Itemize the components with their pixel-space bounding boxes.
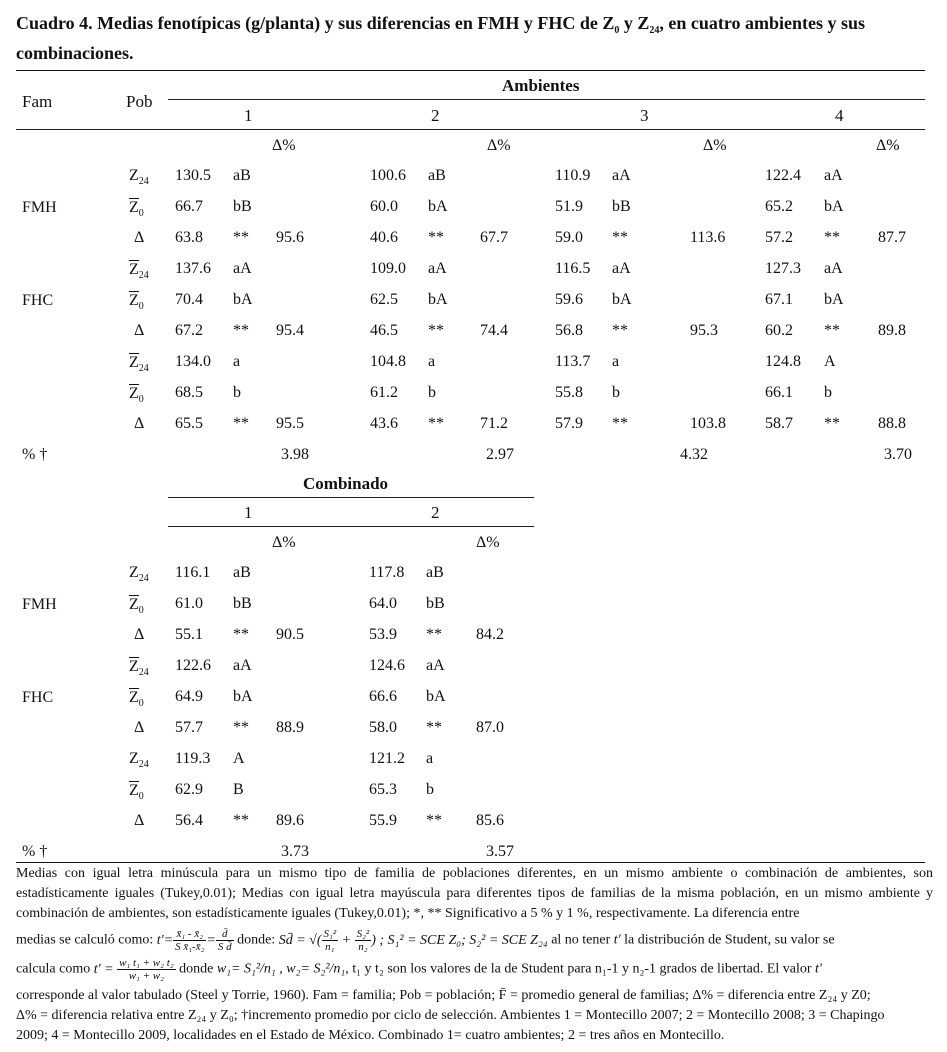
mean-value: 124.8 <box>765 353 801 370</box>
significance-mark: bA <box>824 291 844 308</box>
delta-pct-value: 113.6 <box>690 229 726 246</box>
ambientes-header: Ambientes <box>502 76 580 95</box>
delta-pct-value: 88.8 <box>878 415 906 432</box>
mean-value: 60.2 <box>765 322 793 339</box>
significance-mark: bA <box>612 291 632 308</box>
significance-mark: bA <box>428 198 448 215</box>
significance-mark: aB <box>426 564 444 581</box>
significance-mark: bA <box>233 291 253 308</box>
delta-pct-value: 89.6 <box>276 812 304 829</box>
delta-pct-value: 89.8 <box>878 322 906 339</box>
comb-number: 1 <box>244 503 253 522</box>
significance-mark: aB <box>233 564 251 581</box>
significance-mark: aA <box>233 657 252 674</box>
significance-mark: bA <box>426 688 446 705</box>
delta-pct-value: 95.6 <box>276 229 304 246</box>
significance-mark: aA <box>426 657 445 674</box>
pob-z24: $Z_{24}$ <box>129 261 149 281</box>
mean-value: 57.2 <box>765 229 793 246</box>
mean-value: 40.6 <box>370 229 398 246</box>
delta-pct-value: 90.5 <box>276 626 304 643</box>
pct-value: 3.57 <box>486 843 514 860</box>
significance-mark: B <box>233 781 244 798</box>
mean-value: 59.0 <box>555 229 583 246</box>
mean-value: 60.0 <box>370 198 398 215</box>
delta-pct-header: Δ% <box>876 137 900 154</box>
significance-mark: a <box>426 750 434 767</box>
fam-label-fhc-ambientes: FHC <box>22 292 54 309</box>
delta-pct-value: 71.2 <box>480 415 508 432</box>
delta-pct-header: Δ% <box>272 137 296 154</box>
mean-value: 137.6 <box>175 260 211 277</box>
t-prime-formula: t'= $\frac{\text{x̄₁ - x̄₂}}{\text{S x̄₁-x̄₂}}$ = $\frac{d̄}{\text{S d̄}}$ <box>156 928 232 953</box>
significance-mark: aB <box>233 167 251 184</box>
mean-value: 67.1 <box>765 291 793 308</box>
significance-mark: bA <box>824 198 844 215</box>
significance-mark: aA <box>612 167 631 184</box>
fam-label-fmh-ambientes: FMH <box>22 199 57 216</box>
significance-mark: ** <box>824 415 840 432</box>
mean-value: 122.6 <box>175 657 211 674</box>
mean-value: 58.0 <box>369 719 397 736</box>
mean-value: 67.2 <box>175 322 203 339</box>
pob-z0: $Z_0$ <box>129 199 144 219</box>
mean-value: 64.0 <box>369 595 397 612</box>
mean-value: 65.2 <box>765 198 793 215</box>
table-title: Cuadro 4. Medias fenotípicas (g/planta) y sus diferencias en FMH y FHC de $Z_0$ y $Z_{24}$, en cuatro ambientes y sus combinaciones. <box>16 13 866 63</box>
delta-pct-header: Δ% <box>703 137 727 154</box>
significance-mark: aA <box>428 260 447 277</box>
delta-pct-value: 95.5 <box>276 415 304 432</box>
delta-pct-value: 84.2 <box>476 626 504 643</box>
pob-z24: $Z_{24}$ <box>129 167 149 187</box>
mean-value: 55.9 <box>369 812 397 829</box>
ambientes-sub-rule <box>16 129 925 130</box>
pct-value: 2.97 <box>486 446 514 463</box>
significance-mark: ** <box>426 719 442 736</box>
significance-mark: ** <box>824 322 840 339</box>
fam-label-fhc-combinado: FHC <box>22 689 54 706</box>
significance-mark: ** <box>824 229 840 246</box>
pob-z24: $Z_{24}$ <box>129 658 149 678</box>
significance-mark: bB <box>612 198 631 215</box>
mean-value: 65.3 <box>369 781 397 798</box>
note-paragraph-4: corresponde al valor tabulado (Steel y Torrie, 1960). Fam = familia; Pob = población; F̄ = promedio general de familias; Δ% = diferencia entre Z₂₄ y Z0; <box>16 988 871 1003</box>
pob-delta: Δ <box>134 415 145 432</box>
mean-value: 57.7 <box>175 719 203 736</box>
mean-value: 100.6 <box>370 167 406 184</box>
significance-mark: ** <box>426 626 442 643</box>
note-paragraph-6: 2009; 4 = Montecillo 2009, localidades en el Estado de México. Combinado 1= cuatro ambientes; 2 = tres años en Montecillo. <box>16 1028 725 1043</box>
pob-z24: $Z_{24}$ <box>129 354 149 374</box>
pob-delta: Δ <box>134 719 145 736</box>
mean-value: 130.5 <box>175 167 211 184</box>
note-paragraph-5: Δ% = diferencia relativa entre Z₂₄ y Z₀; †incremento promedio por ciclo de selección. Ambientes 1 = Montecillo 2007; 2 = Montecillo 2008; 3 = Chapingo <box>16 1008 885 1023</box>
significance-mark: A <box>824 353 836 370</box>
significance-mark: bA <box>233 688 253 705</box>
mean-value: 65.5 <box>175 415 203 432</box>
significance-mark: ** <box>233 322 249 339</box>
significance-mark: ** <box>612 229 628 246</box>
pob-z0: $Z_0$ <box>129 596 144 616</box>
mean-value: 62.5 <box>370 291 398 308</box>
significance-mark: b <box>612 384 620 401</box>
delta-pct-value: 85.6 <box>476 812 504 829</box>
pob-delta: Δ <box>134 812 145 829</box>
significance-mark: aA <box>233 260 252 277</box>
pob-delta: Δ <box>134 626 145 643</box>
comb-number: 2 <box>431 503 440 522</box>
mean-value: 66.7 <box>175 198 203 215</box>
pob-delta: Δ <box>134 229 145 246</box>
significance-mark: ** <box>428 322 444 339</box>
delta-pct-header: Δ% <box>476 534 500 551</box>
pct-value: 4.32 <box>680 446 708 463</box>
significance-mark: a <box>233 353 241 370</box>
pob-z0: $Z_0$ <box>129 689 144 709</box>
mean-value: 63.8 <box>175 229 203 246</box>
significance-mark: bB <box>233 595 252 612</box>
mean-value: 119.3 <box>175 750 211 767</box>
significance-mark: bA <box>428 291 448 308</box>
mean-value: 64.9 <box>175 688 203 705</box>
significance-mark: b <box>824 384 832 401</box>
significance-mark: a <box>428 353 436 370</box>
ambientes-rule <box>168 99 925 100</box>
mean-value: 61.0 <box>175 595 203 612</box>
mean-value: 68.5 <box>175 384 203 401</box>
mean-value: 46.5 <box>370 322 398 339</box>
mean-value: 53.9 <box>369 626 397 643</box>
pob-z0: $Z_0$ <box>129 385 144 405</box>
significance-mark: ** <box>233 626 249 643</box>
mean-value: 43.6 <box>370 415 398 432</box>
mean-value: 51.9 <box>555 198 583 215</box>
significance-mark: b <box>428 384 436 401</box>
significance-mark: b <box>426 781 434 798</box>
pob-z24: $Z_{24}$ <box>129 750 149 770</box>
delta-pct-header: Δ% <box>487 137 511 154</box>
significance-mark: aA <box>824 260 843 277</box>
significance-mark: ** <box>612 322 628 339</box>
significance-mark: ** <box>612 415 628 432</box>
delta-pct-value: 88.9 <box>276 719 304 736</box>
mean-value: 56.8 <box>555 322 583 339</box>
env-number: 1 <box>244 106 253 125</box>
significance-mark: A <box>233 750 245 767</box>
delta-pct-value: 67.7 <box>480 229 508 246</box>
mean-value: 117.8 <box>369 564 405 581</box>
significance-mark: ** <box>426 812 442 829</box>
significance-mark: ** <box>233 812 249 829</box>
significance-mark: ** <box>428 229 444 246</box>
mean-value: 127.3 <box>765 260 801 277</box>
combinado-sub-rule <box>168 526 534 527</box>
mean-value: 57.9 <box>555 415 583 432</box>
delta-pct-value: 95.3 <box>690 322 718 339</box>
mean-value: 116.1 <box>175 564 211 581</box>
significance-mark: ** <box>428 415 444 432</box>
combinado-header: Combinado <box>303 474 389 493</box>
note-paragraph-3: calcula como t' = $\frac{\text{w₁ t₁ + w₂ t₂}}{\text{w₁ + w₂}}$ donde w₁= S₁²/n₁ , w₂= S₂²/n₁, t₁ y t₂ son los valores de la de Student para n₁-1 y n₂-1 grados de libertad. El valor t' <box>16 957 822 982</box>
significance-mark: b <box>233 384 241 401</box>
note-paragraph-2: medias se calculó como: t'= $\frac{\text{x̄₁ - x̄₂}}{\text{S x̄₁-x̄₂}}$ = $\frac{d̄}{\text{S d̄}}$ donde: Sd̄ = √( $\frac{\text{S₁²}}{\text{n₁}}$ + $\frac{\text{S₂²}}{\text{n₂}}$ ) ; S₁² = SCE Z₀; S₂² = SCE Z₂₄ al no tener t' la distribución de Student, su valor se <box>16 928 835 953</box>
mean-value: 116.5 <box>555 260 591 277</box>
significance-mark: aA <box>612 260 631 277</box>
mean-value: 104.8 <box>370 353 406 370</box>
delta-pct-value: 87.0 <box>476 719 504 736</box>
bottom-rule <box>16 862 925 863</box>
significance-mark: ** <box>233 229 249 246</box>
pob-z0: $Z_0$ <box>129 782 144 802</box>
mean-value: 61.2 <box>370 384 398 401</box>
top-rule <box>16 70 925 71</box>
mean-value: 134.0 <box>175 353 211 370</box>
delta-pct-header: Δ% <box>272 534 296 551</box>
mean-value: 59.6 <box>555 291 583 308</box>
delta-pct-value: 95.4 <box>276 322 304 339</box>
table-footnotes <box>16 864 933 1046</box>
pob-header: Pob <box>126 92 153 111</box>
mean-value: 121.2 <box>369 750 405 767</box>
mean-value: 70.4 <box>175 291 203 308</box>
mean-value: 56.4 <box>175 812 203 829</box>
pob-delta: Δ <box>134 322 145 339</box>
delta-pct-value: 103.8 <box>690 415 726 432</box>
mean-value: 55.1 <box>175 626 203 643</box>
pct-label-combinado: % † <box>22 843 48 860</box>
significance-mark: ** <box>233 719 249 736</box>
mean-value: 109.0 <box>370 260 406 277</box>
significance-mark: aB <box>428 167 446 184</box>
fam-header: Fam <box>22 92 53 111</box>
significance-mark: ** <box>233 415 249 432</box>
env-number: 2 <box>431 106 440 125</box>
env-number: 4 <box>835 106 844 125</box>
pob-z24: $Z_{24}$ <box>129 564 149 584</box>
pct-value: 3.70 <box>884 446 912 463</box>
sd-formula: Sd̄ = √( $\frac{\text{S₁²}}{\text{n₁}}$ + $\frac{\text{S₂²}}{\text{n₂}}$ ) ; S₁² = SCE Z₀; S₂² = SCE Z₂₄ <box>278 928 548 953</box>
mean-value: 113.7 <box>555 353 591 370</box>
env-number: 3 <box>640 106 649 125</box>
mean-value: 62.9 <box>175 781 203 798</box>
significance-mark: bB <box>233 198 252 215</box>
mean-value: 66.1 <box>765 384 793 401</box>
delta-pct-value: 87.7 <box>878 229 906 246</box>
pob-z0: $Z_0$ <box>129 292 144 312</box>
significance-mark: bB <box>426 595 445 612</box>
combinado-rule <box>168 497 534 498</box>
mean-value: 110.9 <box>555 167 591 184</box>
pct-label-ambientes: % † <box>22 446 48 463</box>
delta-pct-value: 74.4 <box>480 322 508 339</box>
t-weighted-formula: t' = $\frac{\text{w₁ t₁ + w₂ t₂}}{\text{w₁ + w₂}}$ <box>93 957 174 982</box>
significance-mark: aA <box>824 167 843 184</box>
mean-value: 58.7 <box>765 415 793 432</box>
pct-value: 3.73 <box>281 843 309 860</box>
pct-value: 3.98 <box>281 446 309 463</box>
note-paragraph-1: Medias con igual letra minúscula para un mismo tipo de familia de poblaciones diferentes, en un mismo ambiente o combinación de ambientes, son estadísticamente iguales (Tukey,0.01); Medias con igual letra mayúscula para diferentes tipos de familias de la misma población, en un mismo ambiente y combinación de ambientes, son estadísticamente iguales (Tukey,0.01); *, ** Significativo a 5 % y 1 %, respectivamente. La diferencia entre <box>16 866 933 921</box>
mean-value: 124.6 <box>369 657 405 674</box>
mean-value: 122.4 <box>765 167 801 184</box>
fam-label-fmh-combinado: FMH <box>22 596 57 613</box>
mean-value: 55.8 <box>555 384 583 401</box>
mean-value: 66.6 <box>369 688 397 705</box>
significance-mark: a <box>612 353 620 370</box>
